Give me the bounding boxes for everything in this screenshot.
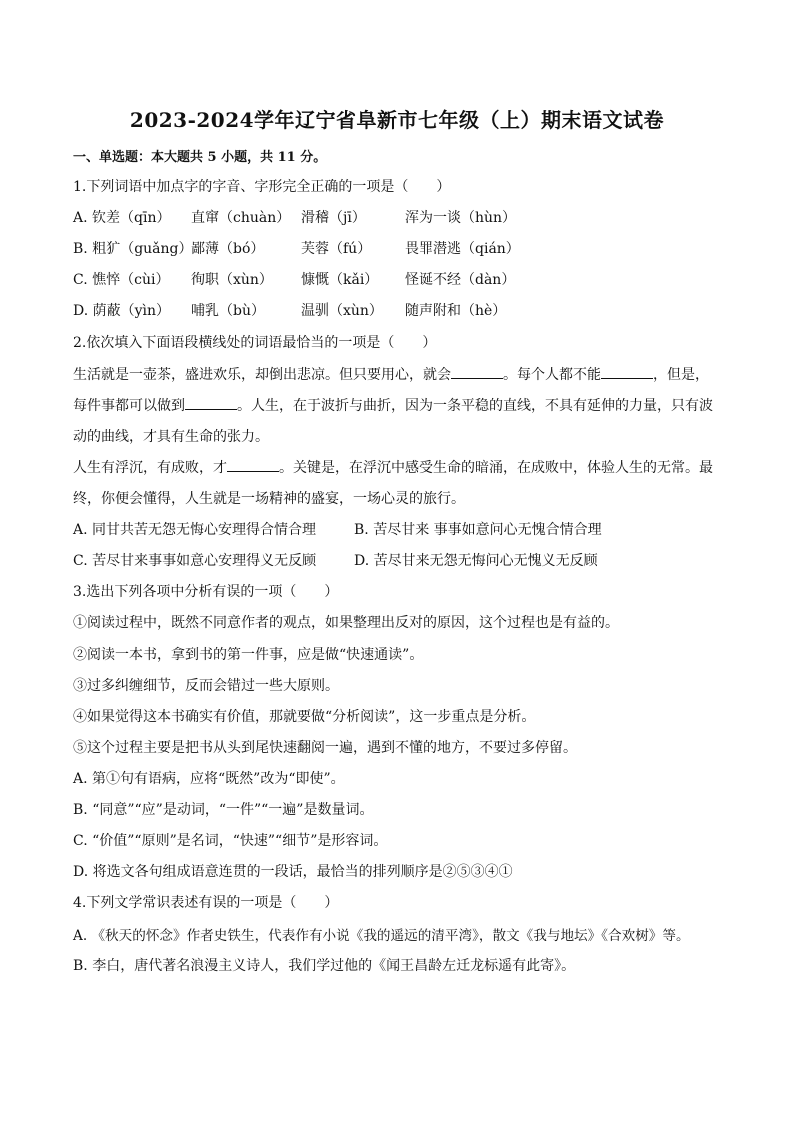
passage-text: 人生有浮沉，有成败，才	[73, 460, 227, 476]
option-cell: 滑稽（jī）	[301, 210, 366, 226]
question-2-option-c[interactable]: C. 苦尽甘来事事如意心安理得义无反顾	[73, 553, 317, 569]
passage-line: 动的曲线，才具有生命的张力。	[73, 429, 269, 445]
question-4-stem: 4.下列文学常识表述有误的一项是（ ）	[73, 895, 339, 911]
option-cell: 怪诞不经（dàn）	[405, 272, 516, 288]
option-cell: 哺乳（bù）	[191, 303, 265, 319]
option-cell: 慷慨（kǎi）	[301, 272, 379, 288]
question-2-stem: 2.依次填入下面语段横线处的词语最恰当的一项是（ ）	[73, 335, 437, 351]
question-3-option-d[interactable]: D. 将选文各句组成语意连贯的一段话，最恰当的排列顺序是②⑤③④①	[73, 864, 513, 880]
option-cell: C. 憔悴（cùi）	[73, 272, 170, 288]
question-1-option-c[interactable]	[73, 269, 515, 289]
question-3-option-b[interactable]: B. “同意”“应”是动词，“一件”“一遍”是数量词。	[73, 802, 374, 818]
question-4-option-b[interactable]: B. 李白，唐代著名浪漫主义诗人，我们学过他的《闻王昌龄左迁龙标遥有此寄》。	[73, 958, 576, 974]
option-cell: 直窜（chuàn）	[191, 210, 291, 226]
page-title: 2023-2024学年辽宁省阜新市七年级（上）期末语文试卷	[129, 108, 665, 132]
question-1-option-b[interactable]	[73, 238, 520, 258]
question-2-option-d[interactable]: D. 苦尽甘来无怨无悔问心无愧义无反顾	[354, 553, 598, 569]
passage-line	[73, 457, 713, 477]
question-3-option-a[interactable]: A. 第①句有语病，应将“既然”改为“即使”。	[73, 771, 345, 787]
question-2-options-row	[73, 550, 598, 570]
option-cell: 畏罪潜逃（qián）	[405, 241, 520, 257]
question-3-option-c[interactable]: C. “价值”“原则”是名词，“快速”“细节”是形容词。	[73, 833, 388, 849]
passage-line	[73, 395, 713, 415]
option-cell: 浑为一谈（hùn）	[405, 210, 517, 226]
option-cell: D. 荫蔽（yìn）	[73, 303, 171, 319]
section-heading: 一、单选题：本大题共 5 小题，共 11 分。	[73, 150, 327, 165]
question-1-stem: 1.下列词语中加点字的字音、字形完全正确的一项是（ ）	[73, 179, 451, 195]
question-3-item-4: ④如果觉得这本书确实有价值，那就要做“分析阅读”，这一步重点是分析。	[73, 709, 536, 725]
option-cell: 徇职（xùn）	[191, 272, 273, 288]
option-cell: 鄙薄（bó）	[191, 241, 265, 257]
question-3-item-5: ⑤这个过程主要是把书从头到尾快速翻阅一遍，遇到不懂的地方，不要过多停留。	[73, 740, 577, 756]
option-cell: B. 粗犷（guǎng）	[73, 241, 193, 257]
option-cell: 温驯（xùn）	[301, 303, 383, 319]
passage-text: 生活就是一壶茶，盛进欢乐，却倒出悲凉。但只要用心，就会	[73, 367, 451, 383]
question-2-option-b[interactable]: B. 苦尽甘来 事事如意问心无愧合情合理	[354, 522, 602, 538]
fill-blank[interactable]	[451, 366, 503, 379]
passage-text: 。每个人都不能	[503, 367, 601, 383]
question-3-item-3: ③过多纠缠细节，反而会错过一些大原则。	[73, 678, 339, 694]
passage-text: 。关键是，在浮沉中感受生命的暗涌，在成败中，体验人生的无常。最	[279, 460, 713, 476]
question-2-options-row	[73, 519, 602, 539]
question-3-item-2: ②阅读一本书，拿到书的第一件事，应是做“快速通读”。	[73, 647, 424, 663]
option-cell: 芙蓉（fú）	[301, 241, 372, 257]
passage-line: 终，你便会懂得，人生就是一场精神的盛宴，一场心灵的旅行。	[73, 491, 465, 507]
question-1-option-d[interactable]	[73, 300, 506, 320]
question-3-item-1: ①阅读过程中，既然不同意作者的观点，如果整理出反对的原因，这个过程也是有益的。	[73, 615, 619, 631]
passage-text: 每件事都可以做到	[73, 398, 185, 414]
fill-blank[interactable]	[227, 459, 279, 472]
option-cell: 随声附和（hè）	[405, 303, 507, 319]
question-4-option-a[interactable]: A. 《秋天的怀念》作者史铁生，代表作有小说《我的遥远的清平湾》，散文《我与地坛》《合欢树》等。	[73, 928, 690, 944]
question-3-stem: 3.选出下列各项中分析有误的一项（ ）	[73, 584, 339, 600]
passage-text: 。人生，在于波折与曲折，因为一条平稳的直线，不具有延伸的力量，只有波	[237, 398, 713, 414]
option-cell: A. 钦差（qīn）	[73, 210, 171, 226]
fill-blank[interactable]	[185, 397, 237, 410]
fill-blank[interactable]	[601, 366, 653, 379]
question-2-option-a[interactable]: A. 同甘共苦无怨无悔心安理得合情合理	[73, 522, 317, 538]
passage-line	[73, 364, 709, 384]
question-1-option-a[interactable]	[73, 207, 516, 227]
passage-text: ，但是，	[653, 367, 709, 383]
